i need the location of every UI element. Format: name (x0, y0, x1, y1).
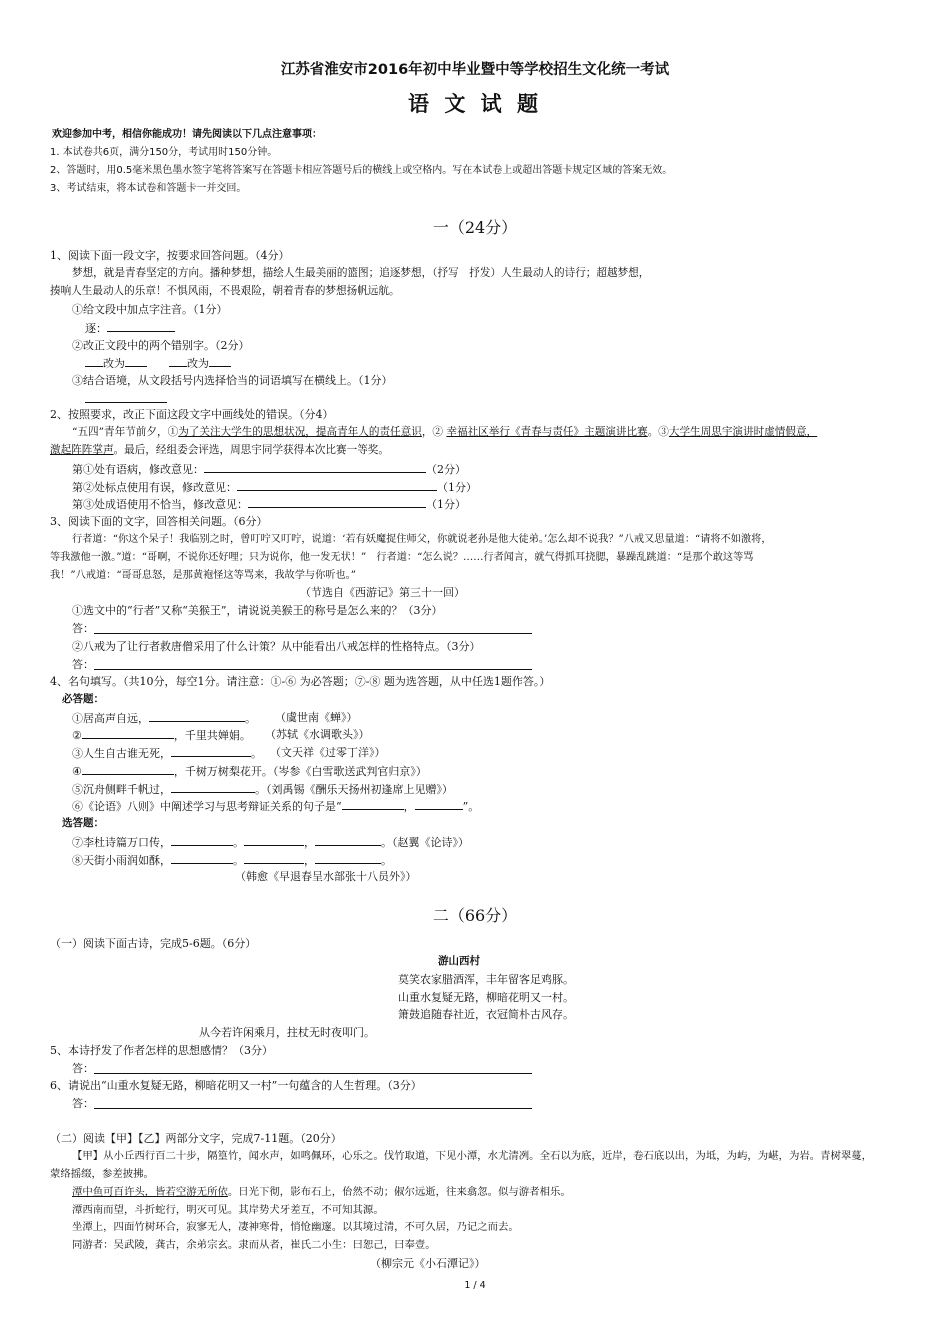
answer-blank[interactable] (94, 1108, 532, 1109)
fill-row: ①居高声自远， 。 (72, 709, 256, 728)
fill-row: ⑥《论语》八则》中阐述学习与思考辩证关系的句子是“ ， ”。 (72, 797, 479, 816)
source-note: （节选自《西游记》第三十一回） (300, 586, 465, 599)
part2-heading: 二（66分） (432, 906, 518, 925)
fix-row: 第②处标点使用有误，修改意见： （1分） (72, 478, 477, 497)
fix-row: 第③处成语使用不恰当，修改意见： （1分） (72, 495, 466, 514)
poem-line: 从今若许闲乘月，拄杖无时夜叩门。 (199, 1026, 375, 1039)
answer-blank[interactable] (315, 851, 381, 864)
section-stem: （二）阅读【甲】【乙】两部分文字，完成7-11题。（20分） (50, 1132, 342, 1145)
fill-source: （虞世南《蝉》） (275, 711, 358, 724)
subject-title: 语 文 试 题 (408, 92, 542, 116)
page-number: 1 / 4 (464, 1280, 486, 1291)
fill-row: ② ，千里共婵娟。 (72, 726, 251, 745)
answer-blank[interactable] (82, 726, 174, 739)
question-stem: 1、阅读下面一段文字，按要求回答问题。（4分） (50, 249, 290, 262)
passage-line: 等我激他一激。”道：“哥啊，不说你还好哩；只为说你，他一发无状！” 行者道：“怎么说？……行者闻言，就气得抓耳挠腮，暴躁乱跳道：“是那个敢这等骂 (50, 552, 754, 563)
answer-label: 答： (72, 622, 94, 635)
answer-blank[interactable] (244, 851, 304, 864)
sub-question: ①选文中的“行者”又称“美猴王”，请说说美猴王的称号是怎么来的？（3分） (72, 604, 443, 617)
notice-item: 1. 本试卷共6页，满分150分，考试用时150分钟。 (50, 147, 278, 158)
answer-blank[interactable] (85, 402, 167, 403)
poem-line: 莫笑农家腊酒浑，丰年留客足鸡豚。 (398, 973, 574, 986)
answer-blank[interactable] (171, 780, 255, 793)
answer-row (85, 354, 231, 373)
answer-blank[interactable] (94, 669, 532, 670)
answer-blank[interactable] (237, 478, 437, 491)
passage-line: 【甲】从小丘西行百二十步，隔篁竹，闻水声，如鸣佩环，心乐之。伐竹取道，下见小潭，水尤清冽。全石以为底，近岸，卷石底以出，为坻，为屿，为嵁，为岩。青树翠蔓， (72, 1150, 873, 1162)
passage-line: 同游者：吴武陵，龚古，余弟宗玄。隶而从者，崔氏二小生：曰恕己，曰奉壹。 (72, 1239, 436, 1251)
answer-blank[interactable] (85, 354, 103, 367)
sub-question: ①给文段中加点字注音。（1分） (72, 303, 228, 316)
answer-blank[interactable] (94, 1073, 532, 1074)
answer-label: 改为 (187, 357, 209, 370)
part1-heading: 一（24分） (432, 218, 518, 237)
fill-source: （文天祥《过零丁洋》） (270, 746, 386, 759)
exam-title: 江苏省淮安市2016年初中毕业暨中等学校招生文化统一考试 (280, 62, 670, 78)
answer-blank[interactable] (415, 797, 463, 810)
question-stem: 4、名句填写。（共10分，每空1分。请注意：①-⑥ 为必答题；⑦-⑧ 题为选答题，从中任选1题作答。） (50, 675, 551, 688)
passage-line: 坐潭上，四面竹树环合，寂寥无人，凄神寒骨，悄怆幽邃。以其境过清，不可久居，乃记之而去。 (72, 1221, 519, 1233)
sub-question: ②改正文段中的两个错别字。（2分） (72, 339, 250, 352)
fill-row: ③人生自古谁无死， 。 (72, 744, 262, 763)
answer-blank[interactable] (342, 797, 404, 810)
answer-blank[interactable] (171, 833, 233, 846)
answer-blank[interactable] (209, 354, 231, 367)
fill-row: ④ ，千树万树梨花开。（岑参《白雪歌送武判官归京》） (72, 762, 427, 781)
fill-row: ⑧天街小雨润如酥， 。 ， 。 (72, 851, 392, 870)
fill-source: （苏轼《水调歌头》） (265, 728, 370, 741)
answer-row (85, 319, 175, 338)
poem-line: 山重水复疑无路，柳暗花明又一村。 (398, 991, 574, 1004)
answer-blank[interactable] (169, 354, 187, 367)
passage-line: 蒙络摇缀，参差披拂。 (50, 1168, 154, 1180)
notice-item: 2、答题时，用0.5毫米黑色墨水签字笔将答案写在答题卡相应答题号后的横线上或空格内。写在本试卷上或超出答题卡规定区域的答案无效。 (50, 165, 673, 176)
answer-blank[interactable] (171, 851, 233, 864)
poem-line: 箫鼓追随春社近，衣冠简朴古风存。 (398, 1008, 574, 1021)
answer-label: 答： (72, 1097, 94, 1110)
answer-blank[interactable] (248, 495, 426, 508)
passage-line: 潭西南而望，斗折蛇行，明灭可见。其岸势犬牙差互，不可知其源。 (72, 1204, 384, 1216)
passage-line: 激起阵阵掌声。最后，经组委会评选，周思宇同学获得本次比赛一等奖。 (50, 444, 389, 456)
underlined-sentence-2: 幸福社区举行《青春与责任》主题演讲比赛 (446, 426, 648, 438)
underlined-sentence: 潭中鱼可百许头，皆若空游无所依 (72, 1186, 228, 1198)
fix-row: 第①处有语病，修改意见： （2分） (72, 460, 466, 479)
answer-blank[interactable] (244, 833, 304, 846)
passage-line: 揍响人生最动人的乐章！不惧风雨，不畏艰险，朝着青春的梦想扬帆远航。 (50, 285, 400, 297)
poem-title: 游山西村 (438, 955, 480, 967)
source-note: （柳宗元《小石潭记》） (370, 1257, 486, 1270)
section-stem: （一）阅读下面古诗，完成5-6题。（6分） (50, 937, 257, 950)
question-stem: 5、本诗抒发了作者怎样的思想感情？（3分） (50, 1044, 273, 1057)
required-label: 必答题： (62, 693, 104, 705)
answer-label: 改为 (103, 357, 125, 370)
fill-row: ⑤沉舟侧畔千帆过， 。（刘禹锡《酬乐天扬州初逢席上见赠》） (72, 780, 453, 799)
fill-row: ⑦李杜诗篇万口传， 。 ， 。（赵翼《论诗》） (72, 833, 469, 852)
underlined-sentence-1: 为了关注大学生的思想状况，提高青年人的责任意识 (178, 426, 422, 438)
question-stem: 3、阅读下面的文字，回答相关问题。（6分） (50, 515, 268, 528)
answer-label: 逐： (85, 322, 107, 335)
passage-line: 梦想，就是青春坚定的方向。播种梦想，描绘人生最美丽的篮图；追逐梦想，（抒写 抒发）人生最动人的诗行；超越梦想， (72, 267, 650, 279)
passage-line: 我！”八戒道：“哥哥息怒，是那黄袍怪这等骂来，我故学与你听也。” (50, 570, 356, 581)
optional-label: 选答题： (62, 817, 104, 829)
answer-blank[interactable] (315, 833, 381, 846)
passage-line: 行者道：“你这个呆子！我临别之时，曾叮咛又叮咛，说道：‘若有妖魔捉住师父，你就说老孙是他大徒弟。’怎么却不说我？”八戒又思量道：“请将不如激将， (72, 534, 772, 545)
answer-label: 答： (72, 658, 94, 671)
question-stem: 2、按照要求，改正下面这段文字中画线处的错误。（分4） (50, 408, 334, 421)
answer-blank[interactable] (171, 744, 251, 757)
fill-source: （韩愈《早退春呈水部张十八员外》） (235, 870, 417, 883)
sub-question: ②八戒为了让行者救唐僧采用了什么计策？从中能看出八戒怎样的性格特点。（3分） (72, 640, 481, 653)
passage-line: “五四”青年节前夕，①为了关注大学生的思想状况，提高青年人的责任意识，② 幸福社区举行《青春与责任》主题演讲比赛。③大学生周思宇演讲时虚情假意， (72, 426, 818, 438)
notice-item: 3、考试结束，将本试卷和答题卡一并交回。 (50, 183, 247, 194)
answer-blank[interactable] (204, 460, 426, 473)
answer-blank[interactable] (82, 762, 174, 775)
answer-label: 答： (72, 1062, 94, 1075)
answer-blank[interactable] (125, 354, 147, 367)
answer-blank[interactable] (94, 633, 532, 634)
underlined-sentence-3: 大学生周思宇演讲时虚情假意， (668, 426, 818, 438)
question-stem: 6、请说出“山重水复疑无路，柳暗花明又一村”一句蕴含的人生哲理。（3分） (50, 1079, 422, 1092)
passage-line: 潭中鱼可百许头，皆若空游无所依。日光下彻，影布石上，佁然不动；俶尔远逝，往来翕忽。似与游者相乐。 (72, 1186, 571, 1198)
answer-blank[interactable] (149, 709, 245, 722)
sub-question: ③结合语境，从文段括号内选择恰当的词语填写在横线上。（1分） (72, 374, 393, 387)
answer-blank[interactable] (107, 319, 175, 332)
notice-intro: 欢迎参加中考，相信你能成功！请先阅读以下几点注意事项： (52, 129, 322, 140)
